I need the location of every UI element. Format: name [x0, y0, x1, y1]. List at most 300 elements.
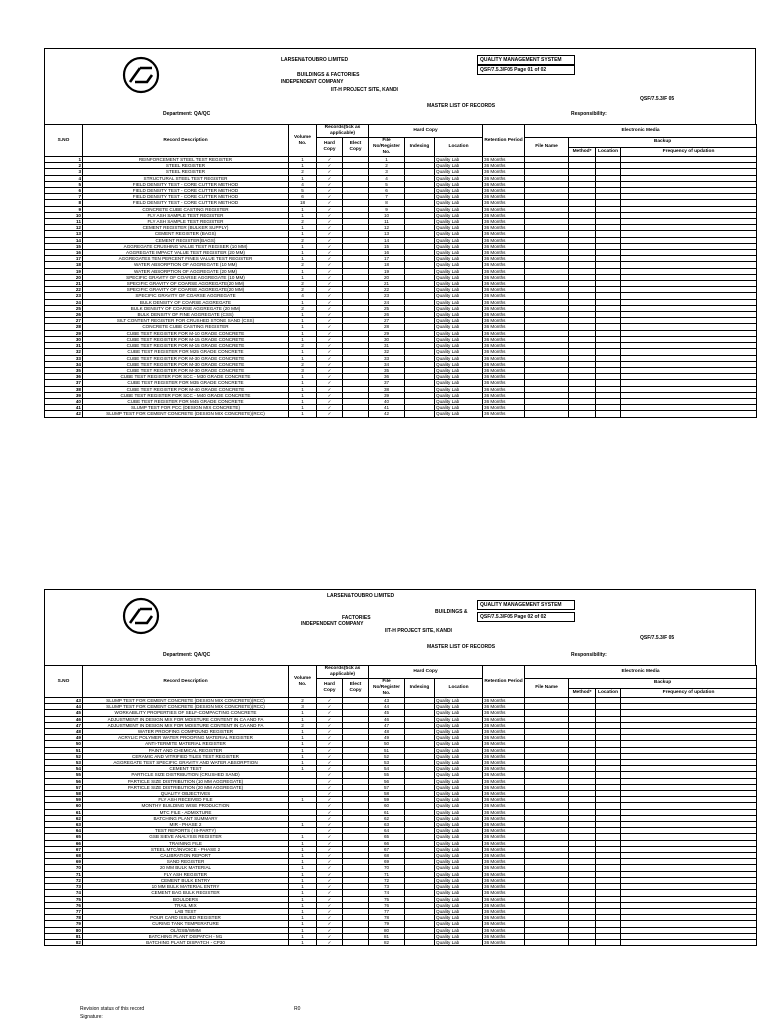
row-location: Quality Lab [435, 367, 483, 373]
row-volume: 1 [289, 927, 317, 933]
row-retention: 36 Months [483, 784, 525, 790]
row-file-no: 72 [369, 877, 405, 883]
col-hard-copy: Hard Copy [317, 679, 343, 698]
row-sno: 47 [45, 722, 83, 728]
row-sno: 43 [45, 698, 83, 704]
row-volume: 2 [289, 237, 317, 243]
row-file-no: 62 [369, 815, 405, 821]
row-location: Quality Lab [435, 330, 483, 336]
row-file-no: 75 [369, 896, 405, 902]
row-retention: 36 Months [483, 212, 525, 218]
row-retention: 36 Months [483, 392, 525, 398]
row-location: Quality Lab [435, 939, 483, 945]
row-retention: 36 Months [483, 698, 525, 704]
list-title: MASTER LIST OF RECORDS [427, 103, 496, 109]
col-file-name: File Name [525, 679, 569, 698]
row-location: Quality Lab [435, 884, 483, 890]
qms-box [477, 55, 575, 65]
row-retention: 36 Months [483, 803, 525, 809]
row-description: MTC FILE - ADMIXTURE [83, 809, 289, 815]
row-location: Quality Lab [435, 386, 483, 392]
row-description: TEST REPORTS ( III-PARTY) [83, 828, 289, 834]
row-file-no: 47 [369, 722, 405, 728]
row-sno: 46 [45, 716, 83, 722]
row-location: Quality Lab [435, 231, 483, 237]
row-volume: 1 [289, 884, 317, 890]
row-file-no: 60 [369, 803, 405, 809]
row-retention: 36 Months [483, 865, 525, 871]
row-volume: 1 [289, 250, 317, 256]
row-retention: 36 Months [483, 411, 525, 417]
row-retention: 36 Months [483, 729, 525, 735]
row-retention: 36 Months [483, 809, 525, 815]
row-volume: 1 [289, 760, 317, 766]
row-location: Quality Lab [435, 896, 483, 902]
row-hard-copy: ✓ [317, 704, 343, 710]
row-hard-copy: ✓ [317, 169, 343, 175]
project-site: IIT-H PROJECT SITE, KANDI [331, 87, 398, 93]
row-location: Quality Lab [435, 194, 483, 200]
row-volume: 1 [289, 840, 317, 846]
sheet-page-1 [44, 48, 756, 418]
row-location: Quality Lab [435, 163, 483, 169]
row-file-no: 18 [369, 262, 405, 268]
row-volume: 1 [289, 908, 317, 914]
row-sno: 50 [45, 741, 83, 747]
row-file-no: 57 [369, 784, 405, 790]
row-description: BATCHING PLANT DISPATCH - CP30 [83, 939, 289, 945]
row-sno: 70 [45, 865, 83, 871]
row-volume: 1 [289, 206, 317, 212]
row-location: Quality Lab [435, 262, 483, 268]
row-description: ADJUSTMENT IN DESIGN MIX FOR MOISTURE CONTENT IN CA AND FA [83, 722, 289, 728]
row-location: Quality Lab [435, 281, 483, 287]
row-sno: 71 [45, 871, 83, 877]
row-retention: 36 Months [483, 225, 525, 231]
records-body [45, 157, 757, 418]
row-retention: 36 Months [483, 927, 525, 933]
col-volume: Volume No. [289, 125, 317, 157]
row-hard-copy: ✓ [317, 206, 343, 212]
row-file-no: 37 [369, 380, 405, 386]
row-sno: 29 [45, 330, 83, 336]
row-volume: 1 [289, 274, 317, 280]
row-volume: 1 [289, 163, 317, 169]
row-hard-copy: ✓ [317, 766, 343, 772]
row-sno: 65 [45, 834, 83, 840]
row-sno: 6 [45, 188, 83, 194]
row-hard-copy: ✓ [317, 902, 343, 908]
row-location: Quality Lab [435, 157, 483, 163]
row-retention: 36 Months [483, 367, 525, 373]
row-location: Quality Lab [435, 349, 483, 355]
row-sno: 76 [45, 902, 83, 908]
row-file-no: 5 [369, 181, 405, 187]
row-file-no: 15 [369, 243, 405, 249]
row-description: CUBE TEST REGISTER FOR M-40 GRADE CONCRETE [83, 386, 289, 392]
row-hard-copy: ✓ [317, 212, 343, 218]
row-description: SLUMP TEST FOR CEMENT CONCRETE (DESIGN MIX CONCRETE)(RCC) [83, 704, 289, 710]
sheet-page-2 [44, 589, 756, 946]
row-description: STRUCTURAL STEEL TEST REGISTER [83, 175, 289, 181]
qms-box [477, 600, 575, 610]
row-retention: 36 Months [483, 735, 525, 741]
row-hard-copy: ✓ [317, 803, 343, 809]
row-description: CALIBRATION REPORT [83, 853, 289, 859]
row-description: BULK DENSITY OF FINE AGGREGATE (CSS) [83, 312, 289, 318]
row-file-no: 19 [369, 268, 405, 274]
row-description: CUBE TEST REGISTER FOR M-30 GRADE CONCRETE [83, 355, 289, 361]
row-volume: 1 [289, 716, 317, 722]
row-retention: 36 Months [483, 361, 525, 367]
row-file-no: 49 [369, 735, 405, 741]
row-file-no: 2 [369, 163, 405, 169]
row-sno: 55 [45, 772, 83, 778]
row-sno: 72 [45, 877, 83, 883]
row-file-no: 55 [369, 772, 405, 778]
row-description: AGGREGATES TEN PERCENT FINES VALUE TEST REGISTER [83, 256, 289, 262]
company-name: LARSEN&TOUBRO LIMITED [327, 593, 395, 599]
row-retention: 36 Months [483, 815, 525, 821]
responsibility-label: Responsibility: [571, 111, 607, 117]
row-sno: 35 [45, 367, 83, 373]
row-hard-copy: ✓ [317, 784, 343, 790]
row-location: Quality Lab [435, 380, 483, 386]
row-location: Quality Lab [435, 212, 483, 218]
row-hard-copy: ✓ [317, 760, 343, 766]
row-file-no: 38 [369, 386, 405, 392]
row-file-no: 44 [369, 704, 405, 710]
row-location: Quality Lab [435, 915, 483, 921]
form-page-box [477, 612, 575, 622]
row-retention: 36 Months [483, 318, 525, 324]
row-file-no: 50 [369, 741, 405, 747]
row-sno: 10 [45, 212, 83, 218]
row-volume: 18 [289, 200, 317, 206]
row-volume: 1 [289, 853, 317, 859]
row-description: GSB SIEVE ANALYSIS REGISTER [83, 834, 289, 840]
row-volume: 1 [289, 933, 317, 939]
row-retention: 36 Months [483, 163, 525, 169]
row-retention: 36 Months [483, 846, 525, 852]
row-volume: 1 [289, 877, 317, 883]
col-indexing: Indexing [405, 138, 435, 157]
row-hard-copy: ✓ [317, 324, 343, 330]
row-location: Quality Lab [435, 716, 483, 722]
row-file-no: 53 [369, 760, 405, 766]
lt-logo-icon [121, 596, 161, 636]
row-sno: 51 [45, 747, 83, 753]
row-description: ACRYLIC POLYMER WATER PROOFING MATERIAL REGISTER [83, 735, 289, 741]
row-description: CEMENT TEST [83, 766, 289, 772]
col-electronic-media: Electronic Media [525, 125, 757, 138]
signature-label: Signature: [80, 1014, 103, 1020]
row-volume: 1 [289, 231, 317, 237]
row-volume: 1 [289, 797, 317, 803]
row-description: PAINT AND CHEMICAL REGISTER [83, 747, 289, 753]
independent-company: INDEPENDENT COMPANY [281, 79, 344, 85]
sheet-header [44, 48, 756, 124]
row-volume: 1 [289, 846, 317, 852]
row-volume: 6 [289, 194, 317, 200]
row-retention: 36 Months [483, 921, 525, 927]
row-description: 20 MM BULK MATERIAL [83, 865, 289, 871]
row-volume: 1 [289, 865, 317, 871]
row-frequency [621, 939, 757, 945]
row-retention: 36 Months [483, 939, 525, 945]
row-hard-copy: ✓ [317, 349, 343, 355]
row-sno: 39 [45, 392, 83, 398]
row-sno: 12 [45, 225, 83, 231]
row-sno: 32 [45, 349, 83, 355]
row-sno: 45 [45, 710, 83, 716]
row-hard-copy: ✓ [317, 741, 343, 747]
row-retention: 36 Months [483, 704, 525, 710]
qms-label: QUALITY MANAGEMENT SYSTEM [480, 57, 562, 63]
row-volume: 1 [289, 398, 317, 404]
col-method: Method* [569, 688, 596, 698]
col-backup: Backup [569, 138, 757, 148]
row-retention: 36 Months [483, 194, 525, 200]
row-description: BULK DENSITY OF COARSE AGGREGATE [83, 299, 289, 305]
row-file-no: 46 [369, 716, 405, 722]
row-retention: 36 Months [483, 268, 525, 274]
row-hard-copy: ✓ [317, 355, 343, 361]
row-hard-copy: ✓ [317, 299, 343, 305]
row-file-no: 43 [369, 698, 405, 704]
row-location: Quality Lab [435, 859, 483, 865]
row-retention: 36 Months [483, 908, 525, 914]
row-retention: 36 Months [483, 256, 525, 262]
row-description: AGGREGATE TEST SPECIFIC GRAVITY AND WATER ABSORPTION [83, 760, 289, 766]
row-hard-copy: ✓ [317, 157, 343, 163]
row-hard-copy: ✓ [317, 722, 343, 728]
row-description: FIELD DENSITY TEST - CORE CUTTER METHOD [83, 188, 289, 194]
row-description: CERAMIC AND VITRIFIED TILES TEST REGISTER [83, 753, 289, 759]
row-sno: 7 [45, 194, 83, 200]
row-volume: 1 [289, 710, 317, 716]
row-volume: 1 [289, 256, 317, 262]
row-file-no: 25 [369, 305, 405, 311]
col-electronic-media: Electronic Media [525, 666, 757, 679]
row-sno: 30 [45, 336, 83, 342]
row-file-no: 77 [369, 908, 405, 914]
row-elect-copy [343, 411, 369, 417]
col-frequency: Frequency of updation [621, 147, 757, 157]
col-hardcopy-group: Hard Copy [369, 125, 483, 138]
row-volume: 2 [289, 698, 317, 704]
row-retention: 36 Months [483, 840, 525, 846]
row-sno: 8 [45, 200, 83, 206]
row-file-no: 11 [369, 219, 405, 225]
row-location: Quality Lab [435, 392, 483, 398]
row-hard-copy: ✓ [317, 884, 343, 890]
row-hard-copy: ✓ [317, 293, 343, 299]
row-location: Quality Lab [435, 902, 483, 908]
col-retention: Retention Period [483, 666, 525, 698]
row-description: FIELD DENSITY TEST - CORE CUTTER METHOD [83, 194, 289, 200]
row-hard-copy: ✓ [317, 305, 343, 311]
col-file-name: File Name [525, 138, 569, 157]
row-description: CEMENT REGISTER (BAGS) [83, 231, 289, 237]
revision-label: Revision status of this record [80, 1006, 145, 1012]
row-location: Quality Lab [435, 181, 483, 187]
row-sno: 16 [45, 250, 83, 256]
row-hard-copy: ✓ [317, 318, 343, 324]
records-table [44, 665, 757, 946]
row-retention: 36 Months [483, 716, 525, 722]
row-file-no: 51 [369, 747, 405, 753]
row-retention: 36 Months [483, 877, 525, 883]
row-description: SLUMP TEST FOR PCC (DESIGN MIX CONCRETE) [83, 405, 289, 411]
row-sno: 31 [45, 343, 83, 349]
row-location: Quality Lab [435, 225, 483, 231]
row-retention: 36 Months [483, 330, 525, 336]
row-location: Quality Lab [435, 219, 483, 225]
row-location: Quality Lab [435, 791, 483, 797]
row-location: Quality Lab [435, 324, 483, 330]
row-retention: 36 Months [483, 778, 525, 784]
row-volume: 1 [289, 902, 317, 908]
row-hard-copy: ✓ [317, 181, 343, 187]
row-sno: 80 [45, 927, 83, 933]
row-description: TRAIL MIX [83, 902, 289, 908]
row-description: CONCRETE CUBE CASTING REGISTER [83, 324, 289, 330]
row-location: Quality Lab [435, 735, 483, 741]
row-sno: 37 [45, 380, 83, 386]
row-file-no: 26 [369, 312, 405, 318]
row-description: CUBE TEST REGISTER FOR M-10 GRADE CONCRETE [83, 330, 289, 336]
form-code: QSF/7.5.3/F 05 [640, 96, 675, 102]
row-location: Quality Lab [435, 927, 483, 933]
row-location: Quality Lab [435, 312, 483, 318]
row-retention: 36 Months [483, 287, 525, 293]
col-backup-location: Location [596, 147, 621, 157]
row-retention: 36 Months [483, 312, 525, 318]
col-file-no: File No/Register No. [369, 138, 405, 157]
row-description: SPECIFIC GRAVITY OF COARSE AGGREGATE [83, 293, 289, 299]
row-retention: 36 Months [483, 902, 525, 908]
row-volume: 1 [289, 871, 317, 877]
col-location: Location [435, 679, 483, 698]
row-hard-copy: ✓ [317, 274, 343, 280]
row-hard-copy: ✓ [317, 772, 343, 778]
row-file-no: 21 [369, 281, 405, 287]
row-location: Quality Lab [435, 710, 483, 716]
row-description: PARTICLE SIZE DISTRIBUTION (10 MM AGGREGATE) [83, 778, 289, 784]
row-description: SPECIFIC GRAVITY OF COARSE AGGREGATE(20 MM) [83, 287, 289, 293]
row-hard-copy: ✓ [317, 716, 343, 722]
row-file-no: 34 [369, 361, 405, 367]
row-retention: 36 Months [483, 274, 525, 280]
row-sno: 2 [45, 163, 83, 169]
row-file-no: 3 [369, 169, 405, 175]
col-volume: Volume No. [289, 666, 317, 698]
row-file-no: 14 [369, 237, 405, 243]
row-hard-copy: ✓ [317, 834, 343, 840]
row-sno: 69 [45, 859, 83, 865]
row-file-no: 28 [369, 324, 405, 330]
row-retention: 36 Months [483, 237, 525, 243]
row-hard-copy: ✓ [317, 853, 343, 859]
row-location: Quality Lab [435, 361, 483, 367]
row-sno: 82 [45, 939, 83, 945]
row-file-no: 27 [369, 318, 405, 324]
row-file-no: 20 [369, 274, 405, 280]
division-name-2: FACTORIES [342, 615, 371, 621]
row-retention: 36 Months [483, 386, 525, 392]
row-sno: 23 [45, 293, 83, 299]
row-retention: 36 Months [483, 305, 525, 311]
row-retention: 36 Months [483, 181, 525, 187]
row-retention: 36 Months [483, 398, 525, 404]
row-retention: 36 Months [483, 336, 525, 342]
row-description: SLUMP TEST FOR CEMENT CONCRETE (DESIGN MIX CONCRETE)(RCC) [83, 411, 289, 417]
row-description: CUBE TEST REGISTER FOR SCC - M40 GRADE CONCRETE [83, 392, 289, 398]
row-description: STEEL MTC/INVOICE - PHASE 2 [83, 846, 289, 852]
row-hard-copy: ✓ [317, 933, 343, 939]
row-file-no: 71 [369, 871, 405, 877]
col-backup-location: Location [596, 688, 621, 698]
row-location: Quality Lab [435, 305, 483, 311]
row-file-no: 40 [369, 398, 405, 404]
row-description: CEMENT REGISTER (BULKER SUPPLY) [83, 225, 289, 231]
col-backup: Backup [569, 679, 757, 689]
row-retention: 36 Months [483, 281, 525, 287]
row-location: Quality Lab [435, 834, 483, 840]
row-volume: 1 [289, 896, 317, 902]
row-location: Quality Lab [435, 175, 483, 181]
row-volume: 2 [289, 361, 317, 367]
col-hardcopy-group: Hard Copy [369, 666, 483, 679]
row-location: Quality Lab [435, 815, 483, 821]
row-sno: 64 [45, 828, 83, 834]
row-sno: 59 [45, 797, 83, 803]
row-description: CEMENT BAG BULK REGISTER [83, 890, 289, 896]
row-volume: 1 [289, 753, 317, 759]
col-records-group: Records(tick as applicable) [317, 666, 369, 679]
row-location: Quality Lab [435, 374, 483, 380]
list-title: MASTER LIST OF RECORDS [427, 644, 496, 650]
row-hard-copy: ✓ [317, 890, 343, 896]
row-hard-copy: ✓ [317, 815, 343, 821]
row-hard-copy: ✓ [317, 828, 343, 834]
row-description: PARTICLE SIZE DISTRIBUTION (20 MM AGGREGATE) [83, 784, 289, 790]
row-file-no: 1 [369, 157, 405, 163]
row-description: ADJUSTMENT IN DESIGN MIX FOR MOISTURE CONTENT IN CA AND FA [83, 716, 289, 722]
row-location: Quality Lab [435, 256, 483, 262]
row-sno: 36 [45, 374, 83, 380]
row-location: Quality Lab [435, 200, 483, 206]
row-description: LAB TEST [83, 908, 289, 914]
revision-value: R0 [294, 1006, 301, 1012]
row-location: Quality Lab [435, 411, 483, 417]
row-location: Quality Lab [435, 772, 483, 778]
row-location: Quality Lab [435, 343, 483, 349]
row-description: SPECIFIC GRAVITY OF COARSE AGGREGATE(20 MM) [83, 281, 289, 287]
row-hard-copy: ✓ [317, 343, 343, 349]
row-retention: 36 Months [483, 896, 525, 902]
row-hard-copy: ✓ [317, 865, 343, 871]
row-location: Quality Lab [435, 188, 483, 194]
row-hard-copy: ✓ [317, 312, 343, 318]
row-sno: 1 [45, 157, 83, 163]
row-retention: 36 Months [483, 933, 525, 939]
col-indexing: Indexing [405, 679, 435, 698]
row-file-name [525, 939, 569, 945]
independent-company: INDEPENDENT COMPANY [301, 621, 364, 627]
row-volume: 1 [289, 915, 317, 921]
